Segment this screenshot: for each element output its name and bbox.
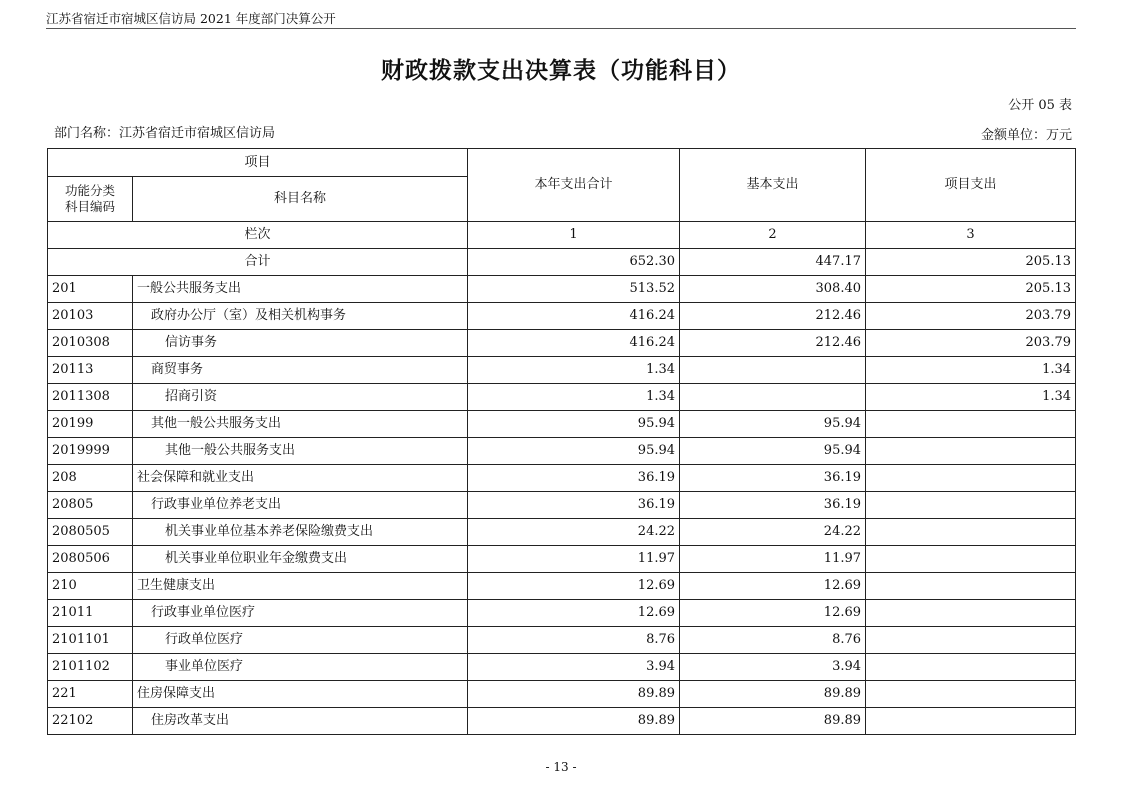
table-row xyxy=(48,573,1076,600)
row-total: 36.19 xyxy=(468,465,680,492)
row-basic: 12.69 xyxy=(680,600,866,627)
header-row-1 xyxy=(48,149,1076,177)
row-subject-name: 事业单位医疗 xyxy=(133,654,468,681)
row-total: 89.89 xyxy=(468,681,680,708)
row-code: 20113 xyxy=(48,357,133,384)
code-header-line1: 功能分类 xyxy=(64,183,115,198)
row-basic: 308.40 xyxy=(680,276,866,303)
row-total: 95.94 xyxy=(468,438,680,465)
column-index-1: 1 xyxy=(468,222,680,249)
row-basic: 11.97 xyxy=(680,546,866,573)
project-expense-header: 项目支出 xyxy=(866,149,1076,222)
row-subject-name: 行政事业单位医疗 xyxy=(133,600,468,627)
row-project: 203.79 xyxy=(866,303,1076,330)
row-project xyxy=(866,573,1076,600)
row-code: 21011 xyxy=(48,600,133,627)
row-code: 2011308 xyxy=(48,384,133,411)
row-project: 205.13 xyxy=(866,276,1076,303)
table-row xyxy=(48,276,1076,303)
row-basic xyxy=(680,357,866,384)
row-total: 12.69 xyxy=(468,573,680,600)
table-row xyxy=(48,492,1076,519)
row-code: 2010308 xyxy=(48,330,133,357)
table-row xyxy=(48,654,1076,681)
table-row xyxy=(48,357,1076,384)
row-project: 1.34 xyxy=(866,357,1076,384)
row-total: 89.89 xyxy=(468,708,680,735)
row-project xyxy=(866,438,1076,465)
table-row xyxy=(48,708,1076,735)
row-total: 1.34 xyxy=(468,357,680,384)
row-subject-name: 信访事务 xyxy=(133,330,468,357)
row-total: 8.76 xyxy=(468,627,680,654)
row-basic: 89.89 xyxy=(680,708,866,735)
row-project xyxy=(866,708,1076,735)
row-subject-name: 行政事业单位养老支出 xyxy=(133,492,468,519)
row-basic: 95.94 xyxy=(680,411,866,438)
expenditure-table xyxy=(47,148,1076,735)
row-project: 1.34 xyxy=(866,384,1076,411)
code-header-line2: 科目编码 xyxy=(64,199,115,214)
row-basic: 212.46 xyxy=(680,330,866,357)
row-subject-name: 机关事业单位职业年金缴费支出 xyxy=(133,546,468,573)
row-subject-name: 社会保障和就业支出 xyxy=(133,465,468,492)
row-subject-name: 其他一般公共服务支出 xyxy=(133,438,468,465)
table-row xyxy=(48,600,1076,627)
column-index-3: 3 xyxy=(866,222,1076,249)
column-index-2: 2 xyxy=(680,222,866,249)
amount-unit-label: 金额单位：万元 xyxy=(980,128,1072,143)
row-basic xyxy=(680,384,866,411)
page-number: - 13 - xyxy=(545,760,577,774)
row-code: 201 xyxy=(48,276,133,303)
row-code: 2101101 xyxy=(48,627,133,654)
table-row xyxy=(48,303,1076,330)
department-label: 部门名称：江苏省宿迁市宿城区信访局 xyxy=(54,126,276,141)
row-total: 36.19 xyxy=(468,492,680,519)
table-row xyxy=(48,411,1076,438)
row-subject-name: 行政单位医疗 xyxy=(133,627,468,654)
row-subject-name: 政府办公厅（室）及相关机构事务 xyxy=(133,303,468,330)
table-row xyxy=(48,384,1076,411)
row-basic: 212.46 xyxy=(680,303,866,330)
row-subject-name: 卫生健康支出 xyxy=(133,573,468,600)
basic-header: 基本支出 xyxy=(680,149,866,222)
column-index-label: 栏次 xyxy=(48,222,468,249)
table-row xyxy=(48,546,1076,573)
row-code: 208 xyxy=(48,465,133,492)
row-basic: 8.76 xyxy=(680,627,866,654)
row-project: 203.79 xyxy=(866,330,1076,357)
row-total: 513.52 xyxy=(468,276,680,303)
row-project xyxy=(866,492,1076,519)
page-title: 财政拨款支出决算表（功能科目） xyxy=(381,58,741,84)
row-basic: 36.19 xyxy=(680,465,866,492)
row-project xyxy=(866,465,1076,492)
code-header xyxy=(48,177,133,222)
row-basic: 3.94 xyxy=(680,654,866,681)
total-header: 本年支出合计 xyxy=(468,149,680,222)
row-code: 2019999 xyxy=(48,438,133,465)
row-subject-name: 招商引资 xyxy=(133,384,468,411)
row-project xyxy=(866,546,1076,573)
total-project: 205.13 xyxy=(866,249,1076,276)
column-index-row xyxy=(48,222,1076,249)
row-code: 2101102 xyxy=(48,654,133,681)
row-basic: 36.19 xyxy=(680,492,866,519)
row-total: 416.24 xyxy=(468,330,680,357)
row-project xyxy=(866,519,1076,546)
row-code: 221 xyxy=(48,681,133,708)
row-basic: 12.69 xyxy=(680,573,866,600)
row-total: 95.94 xyxy=(468,411,680,438)
table-row xyxy=(48,330,1076,357)
row-code: 20103 xyxy=(48,303,133,330)
row-subject-name: 机关事业单位基本养老保险缴费支出 xyxy=(133,519,468,546)
row-project xyxy=(866,411,1076,438)
row-subject-name: 住房保障支出 xyxy=(133,681,468,708)
row-project xyxy=(866,627,1076,654)
row-basic: 95.94 xyxy=(680,438,866,465)
row-subject-name: 住房改革支出 xyxy=(133,708,468,735)
project-header: 项目 xyxy=(48,149,468,177)
row-code: 20199 xyxy=(48,411,133,438)
row-code: 210 xyxy=(48,573,133,600)
row-subject-name: 一般公共服务支出 xyxy=(133,276,468,303)
row-subject-name: 商贸事务 xyxy=(133,357,468,384)
row-code: 22102 xyxy=(48,708,133,735)
row-total: 24.22 xyxy=(468,519,680,546)
table-code: 公开 05 表 xyxy=(1008,98,1072,113)
total-basic: 447.17 xyxy=(680,249,866,276)
row-project xyxy=(866,654,1076,681)
row-code: 20805 xyxy=(48,492,133,519)
row-project xyxy=(866,681,1076,708)
total-amount: 652.30 xyxy=(468,249,680,276)
table-row xyxy=(48,627,1076,654)
row-code: 2080506 xyxy=(48,546,133,573)
row-total: 1.34 xyxy=(468,384,680,411)
row-total: 12.69 xyxy=(468,600,680,627)
row-basic: 89.89 xyxy=(680,681,866,708)
table-row xyxy=(48,465,1076,492)
table-row xyxy=(48,519,1076,546)
row-code: 2080505 xyxy=(48,519,133,546)
row-basic: 24.22 xyxy=(680,519,866,546)
table-row xyxy=(48,438,1076,465)
row-total: 416.24 xyxy=(468,303,680,330)
header-divider xyxy=(46,28,1076,29)
subject-name-header: 科目名称 xyxy=(133,177,468,222)
row-subject-name: 其他一般公共服务支出 xyxy=(133,411,468,438)
total-label: 合计 xyxy=(48,249,468,276)
total-row xyxy=(48,249,1076,276)
document-header: 江苏省宿迁市宿城区信访局 2021 年度部门决算公开 xyxy=(46,11,336,26)
row-total: 11.97 xyxy=(468,546,680,573)
row-project xyxy=(866,600,1076,627)
row-total: 3.94 xyxy=(468,654,680,681)
table-row xyxy=(48,681,1076,708)
